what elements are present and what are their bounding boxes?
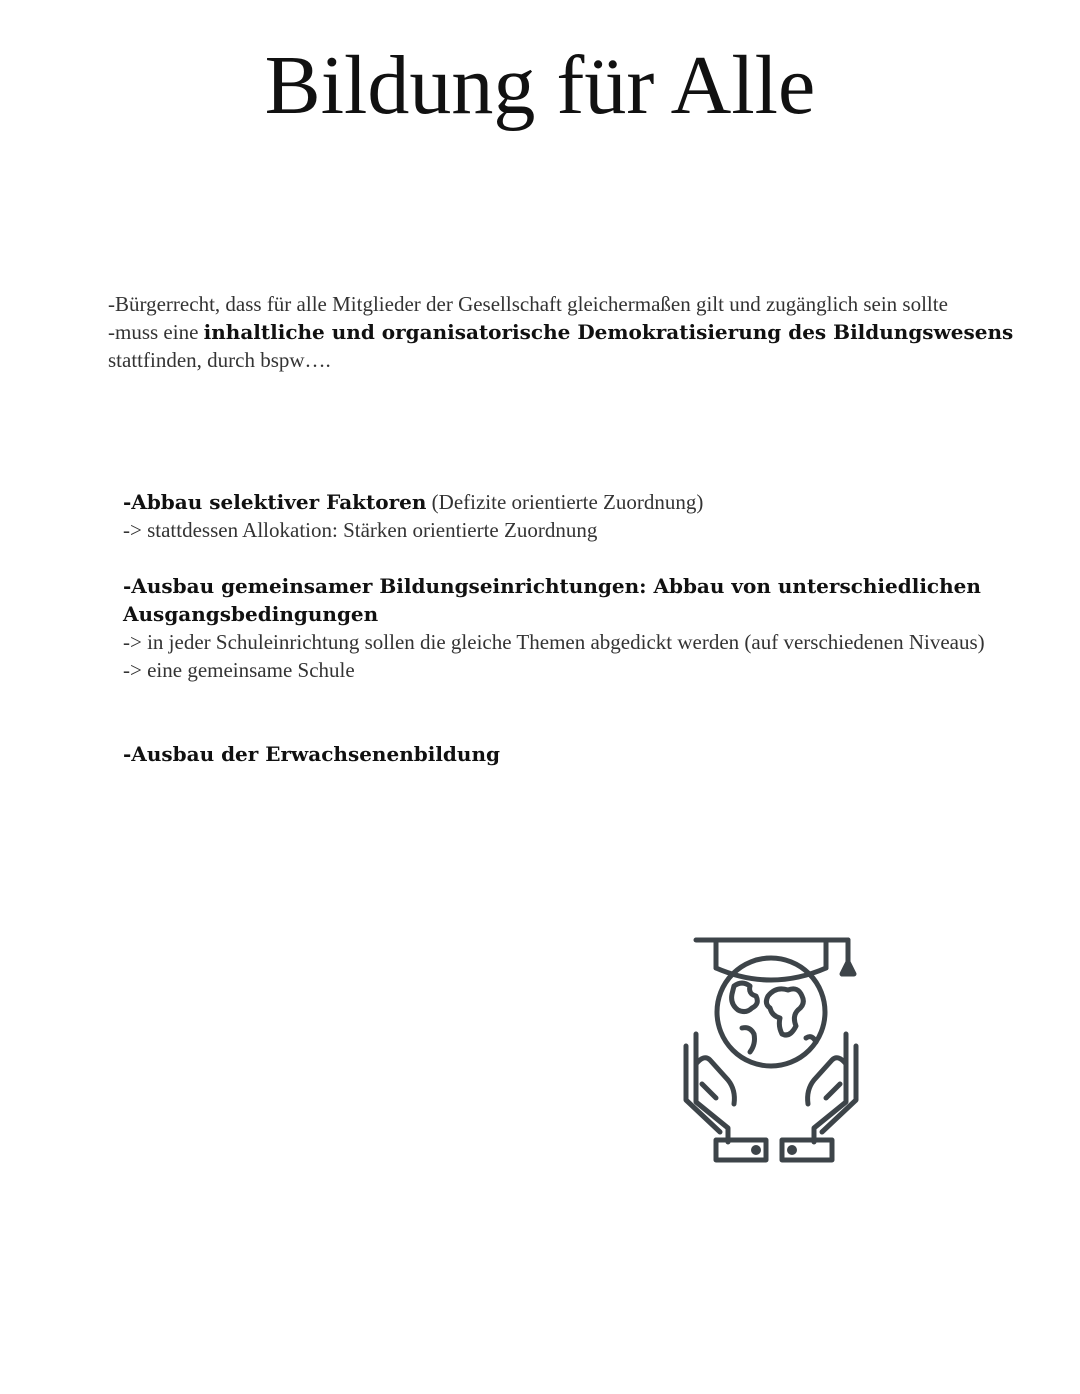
- intro-paragraph: [108, 290, 1038, 374]
- section-heading: -Ausbau gemeinsamer Bildungseinrichtungen: Abbau von unterschiedlichen Ausgangsbedingungen: [123, 574, 981, 626]
- section-heading-note: (Defizite orientierte Zuordnung): [426, 490, 704, 514]
- intro-bold-phrase: inhaltliche und organisatorische Demokratisierung des Bildungswesens: [203, 320, 1014, 344]
- section-point: -> in jeder Schuleinrichtung sollen die gleiche Themen abgedickt werden (auf verschiedenen Niveaus): [123, 630, 985, 654]
- intro-line-citizen-right: -Bürgerrecht, dass für alle Mitglieder der Gesellschaft gleichermaßen gilt und zugänglich sein sollte: [108, 292, 948, 316]
- intro-suffix: stattfinden, durch bspw….: [108, 348, 331, 372]
- intro-prefix: -muss eine: [108, 320, 204, 344]
- section-heading: -Abbau selektiver Faktoren: [123, 490, 427, 514]
- section-point: -> stattdessen Allokation: Stärken orientierte Zuordnung: [123, 518, 598, 542]
- section-heading-line: [123, 572, 1023, 628]
- section-selective-factors: [123, 488, 1023, 544]
- section-point: -> eine gemeinsame Schule: [123, 658, 355, 682]
- page-title: Bildung für Alle: [264, 39, 816, 132]
- section-adult-education: [123, 740, 1023, 768]
- intro-line-democratization: [108, 318, 1038, 374]
- section-heading-line: [123, 740, 1023, 768]
- graduation-globe-hands-icon: [676, 934, 876, 1166]
- section-heading-line: [123, 488, 1023, 516]
- section-heading: -Ausbau der Erwachsenenbildung: [123, 742, 500, 766]
- section-common-institutions: [123, 572, 1023, 684]
